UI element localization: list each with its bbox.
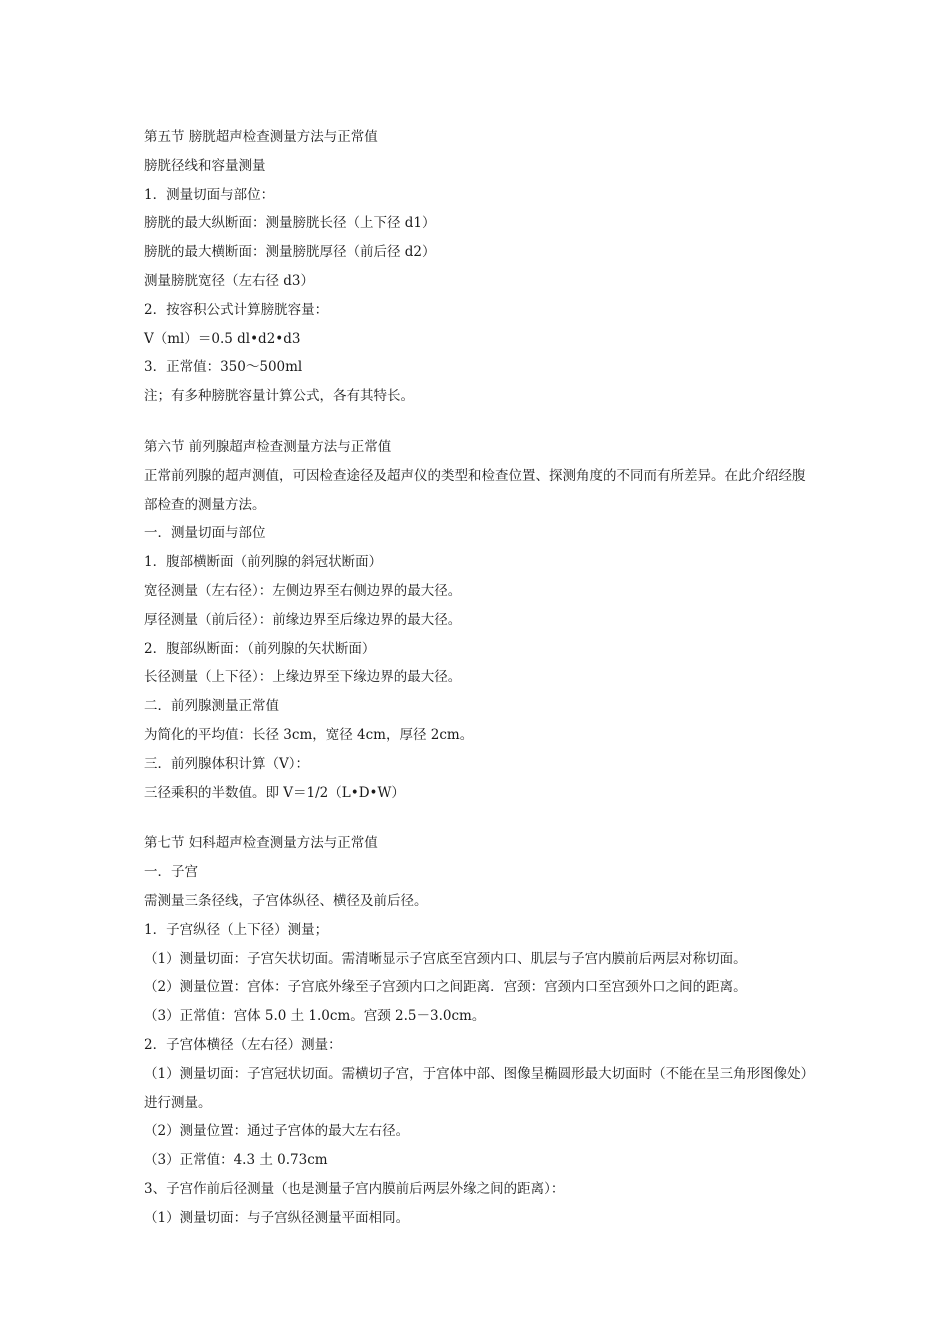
- paragraph: （2）测量位置：宫体：子宫底外缘至子宫颈内口之间距离．宫颈：宫颈内口至宫颈外口之间的距离。: [144, 979, 747, 996]
- paragraph: 二．前列腺测量正常值: [144, 698, 279, 715]
- paragraph: 三．前列腺体积计算（V）：: [144, 755, 309, 772]
- paragraph: 宽径测量（左右径）：左侧边界至右侧边界的最大径。: [144, 582, 462, 599]
- paragraph: 正常前列腺的超声测值，可因检查途径及超声仪的类型和检查位置、探测角度的不同而有所差异。在此介绍经腹部检查的测量方法。: [144, 467, 806, 513]
- paragraph: （1）测量切面：子宫矢状切面。需清晰显示子宫底至宫颈内口、肌层与子宫内膜前后两层对称切面。: [144, 950, 747, 967]
- paragraph: 3、子宫作前后径测量（也是测量子宫内膜前后两层外缘之间的距离）：: [144, 1180, 565, 1197]
- paragraph: 1．腹部横断面（前列腺的斜冠状断面）: [144, 554, 383, 571]
- section-gynecology: [144, 829, 814, 1232]
- paragraph: （2）测量位置：通过子宫体的最大左右径。: [144, 1123, 410, 1140]
- section-heading: 第六节 前列腺超声检查测量方法与正常值: [144, 438, 392, 455]
- paragraph: （3）正常值：4.3 土 0.73cm: [144, 1152, 328, 1169]
- paragraph: 一．子宫: [144, 864, 198, 881]
- document-body: [144, 123, 814, 1232]
- paragraph: 需测量三条径线，子宫体纵径、横径及前后径。: [144, 892, 428, 909]
- paragraph: 长径测量（上下径）：上缘边界至下缘边界的最大径。: [144, 669, 462, 686]
- section-heading: 第五节 膀胱超声检查测量方法与正常值: [144, 129, 378, 145]
- section-heading: 第七节 妇科超声检查测量方法与正常值: [144, 835, 378, 852]
- paragraph: 膀胱径线和容量测量: [144, 157, 266, 174]
- paragraph: 2．腹部纵断面：（前列腺的矢状断面）: [144, 640, 376, 657]
- paragraph: 一．测量切面与部位: [144, 525, 266, 542]
- section-gap: [144, 807, 814, 829]
- paragraph: 2．子宫体横径（左右径）测量：: [144, 1036, 342, 1053]
- formula: 三径乘积的半数值。即 V＝1/2（L•D•W）: [144, 784, 405, 801]
- paragraph: 1．子宫纵径（上下径）测量；: [144, 921, 329, 938]
- paragraph: 膀胱的最大纵断面：测量膀胱长径（上下径 d1）: [144, 215, 436, 232]
- paragraph: （1）测量切面：与子宫纵径测量平面相同。: [144, 1209, 410, 1226]
- section-prostate: [144, 433, 814, 807]
- section-bladder: [144, 123, 814, 411]
- paragraph: （3）正常值：宫体 5.0 土 1.0cm。宫颈 2.5－3.0cm。: [144, 1008, 486, 1025]
- formula: V（ml）＝0.5 dl•d2•d3: [144, 330, 301, 347]
- note: 注；有多种膀胱容量计算公式，各有其特长。: [144, 388, 414, 405]
- paragraph: 测量膀胱宽径（左右径 d3）: [144, 272, 315, 289]
- paragraph: 3．正常值：350～500ml: [144, 359, 303, 376]
- paragraph: 厚径测量（前后径）：前缘边界至后缘边界的最大径。: [144, 611, 462, 628]
- paragraph: （1）测量切面：子宫冠状切面。需横切子宫，于宫体中部、图像呈椭圆形最大切面时（不能在呈三角形图像处）进行测量。: [144, 1065, 808, 1111]
- paragraph: 2．按容积公式计算膀胱容量：: [144, 301, 329, 318]
- section-gap: [144, 411, 814, 433]
- paragraph: 膀胱的最大横断面：测量膀胱厚径（前后径 d2）: [144, 244, 436, 261]
- paragraph: 为简化的平均值：长径 3cm，宽径 4cm，厚径 2cm。: [144, 726, 474, 743]
- paragraph: 1．测量切面与部位：: [144, 186, 275, 203]
